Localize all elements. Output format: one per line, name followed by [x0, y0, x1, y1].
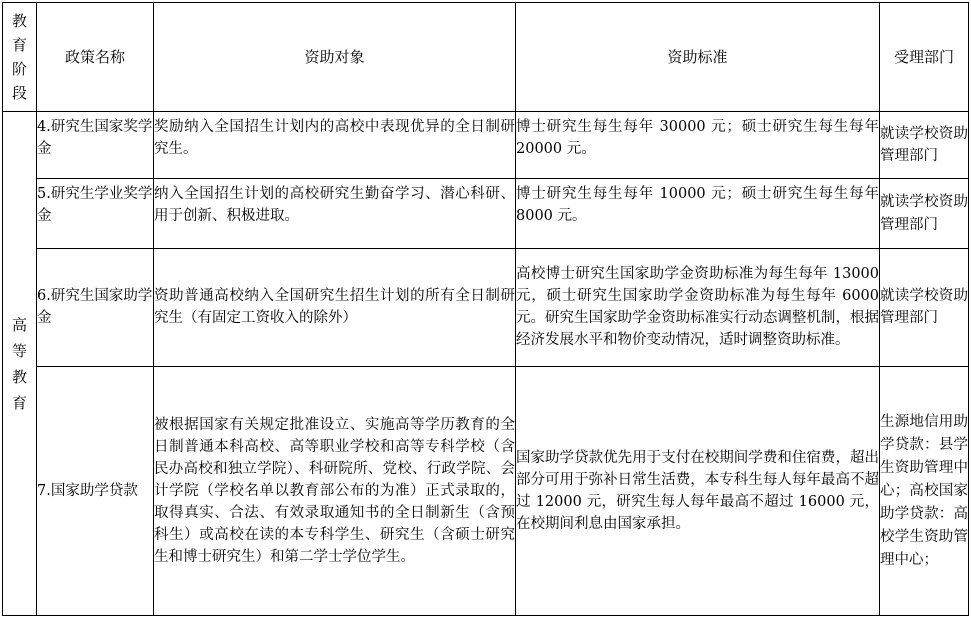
header-department: 受理部门 [880, 3, 969, 112]
standard-cell: 博士研究生每生每年 30000 元；硕士研究生每生每年 20000 元。 [516, 112, 880, 178]
standard-cell: 博士研究生每生每年 10000 元；硕士研究生每生每年 8000 元。 [516, 178, 880, 248]
standard-cell: 高校博士研究生国家助学金资助标准为每生每年 13000 元，硕士研究生国家助学金资助标准为每生每年 6000 元。研究生国家助学金资助标准实行动态调整机制，根据经济发展水平和物价变动情况，适时调整资助标准。 [516, 248, 880, 366]
target-cell: 资助普通高校纳入全国研究生招生计划的所有全日制研究生（有固定工资收入的除外） [154, 248, 516, 366]
header-education-stage: 教育阶段 [3, 3, 37, 112]
header-target: 资助对象 [154, 3, 516, 112]
header-standard: 资助标准 [516, 3, 880, 112]
policy-table [2, 2, 969, 616]
policy-name-cell: 5.研究生学业奖学金 [37, 178, 154, 248]
department-cell: 就读学校资助管理部门 [880, 112, 969, 178]
policy-name-cell: 4.研究生国家奖学金 [37, 112, 154, 178]
target-cell: 奖励纳入全国招生计划内的高校中表现优异的全日制研究生。 [154, 112, 516, 178]
education-stage-cell: 高等教育 [3, 112, 37, 616]
target-cell: 被根据国家有关规定批准设立、实施高等学历教育的全日制普通本科高校、高等职业学校和高等专科学校（含民办高校和独立学院）、科研院所、党校、行政学院、会计学院（学校名单以教育部公布的为准）正式录取的，取得真实、合法、有效录取通知书的全日制新生（含预科生）或高校在读的本专科学生、研究生（含硕士研究生和博士研究生）和第二学士学位学生。 [154, 367, 516, 616]
department-cell: 就读学校资助管理部门 [880, 178, 969, 248]
header-row [3, 3, 969, 112]
target-cell: 纳入全国招生计划的高校研究生勤奋学习、潜心科研、用于创新、积极进取。 [154, 178, 516, 248]
table-row [3, 367, 969, 616]
standard-cell: 国家助学贷款优先用于支付在校期间学费和住宿费，超出部分可用于弥补日常生活费，本专科生每人每年最高不超过 12000 元，研究生每人每年最高不超过 16000 元，在校期间利息由国家承担。 [516, 367, 880, 616]
department-cell: 生源地信用助学贷款：县学生资助管理中心；高校国家助学贷款：高校学生资助管理中心； [880, 367, 969, 616]
table-row [3, 178, 969, 248]
policy-name-cell: 7.国家助学贷款 [37, 367, 154, 616]
policy-name-cell: 6.研究生国家助学金 [37, 248, 154, 366]
table-row [3, 112, 969, 178]
department-cell: 就读学校资助管理部门 [880, 248, 969, 366]
header-policy-name: 政策名称 [37, 3, 154, 112]
table-row [3, 248, 969, 366]
